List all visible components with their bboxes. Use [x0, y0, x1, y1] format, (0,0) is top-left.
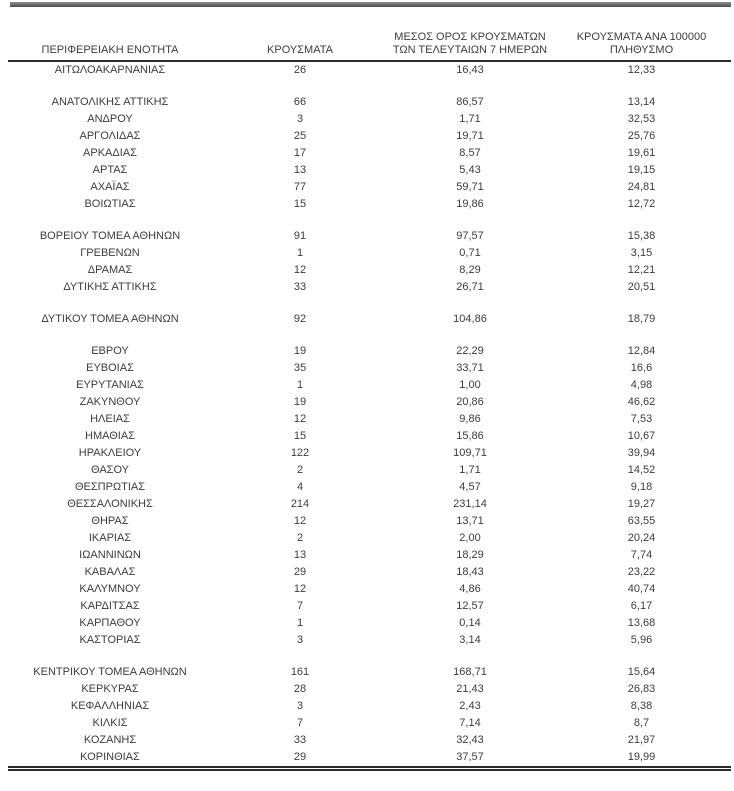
avg7day-cell: 4,57 [459, 481, 481, 493]
per100k-cell: 40,74 [627, 583, 656, 595]
table-row [8, 179, 731, 196]
group-gap-row [8, 79, 731, 94]
table-row [8, 698, 731, 715]
cases-cell: 66 [293, 96, 307, 108]
table-header-row [8, 31, 731, 61]
per100k-cell: 20,51 [627, 281, 656, 293]
per100k-cell: 19,61 [627, 147, 656, 159]
region-cell: ΘΑΣΟΥ [90, 464, 130, 476]
top-rule [10, 2, 731, 7]
cases-cell: 29 [293, 751, 307, 763]
table-row [8, 228, 731, 245]
region-cell: ΑΧΑΪΑΣ [90, 181, 130, 193]
per100k-cell: 15,38 [627, 230, 656, 242]
cases-cell: 122 [290, 447, 310, 459]
cases-cell: 214 [290, 498, 310, 510]
avg7day-cell: 231,14 [453, 498, 487, 510]
table-row [8, 664, 731, 681]
region-cell: ΚΕΦΑΛΛΗΝΙΑΣ [70, 700, 150, 712]
cases-cell: 3 [296, 113, 304, 125]
region-cell: ΑΙΤΩΛΟΑΚΑΡΝΑΝΙΑΣ [54, 64, 166, 76]
per100k-cell: 9,18 [630, 481, 653, 493]
region-cell: ΖΑΚΥΝΘΟΥ [79, 396, 141, 408]
avg7day-cell: 1,00 [459, 379, 481, 391]
avg7day-cell: 13,71 [456, 515, 484, 527]
region-cell: ΗΜΑΘΙΑΣ [85, 430, 135, 442]
cases-cell: 17 [293, 147, 307, 159]
cases-cell: 1 [296, 617, 304, 629]
avg7day-cell: 8,57 [459, 147, 481, 159]
region-cell: ΚΑΛΥΜΝΟΥ [79, 583, 141, 595]
avg7day-cell: 18,43 [456, 566, 484, 578]
per100k-cell: 21,97 [627, 734, 656, 746]
group-gap-row [8, 328, 731, 343]
table-row [8, 445, 731, 462]
per100k-cell: 10,67 [627, 430, 656, 442]
cases-cell: 19 [293, 396, 307, 408]
table-row [8, 411, 731, 428]
per100k-cell: 15,64 [627, 666, 656, 678]
avg7day-cell: 37,57 [456, 751, 484, 763]
table-row [8, 94, 731, 111]
region-cell: ΑΡΓΟΛΙΔΑΣ [79, 130, 141, 142]
avg7day-cell: 26,71 [456, 281, 484, 293]
region-cell: ΔΥΤΙΚΟΥ ΤΟΜΕΑ ΑΘΗΝΩΝ [41, 313, 179, 325]
table-row [8, 196, 731, 213]
group-gap-row [8, 296, 731, 311]
column-header-region: ΠΕΡΙΦΕΡΕΙΑΚΗ ΕΝΟΤΗΤΑ [8, 31, 212, 61]
avg7day-cell: 1,71 [459, 113, 481, 125]
region-cell: ΚΑΒΑΛΑΣ [84, 566, 136, 578]
region-cell: ΑΡΚΑΔΙΑΣ [83, 147, 137, 159]
region-cell: ΗΛΕΙΑΣ [90, 413, 130, 425]
bottom-rule [8, 766, 731, 771]
cases-cell: 15 [293, 430, 307, 442]
table-row [8, 598, 731, 615]
table-row [8, 245, 731, 262]
table-row [8, 615, 731, 632]
per100k-cell: 13,68 [627, 617, 656, 629]
cases-cell: 92 [293, 313, 307, 325]
region-cell: ΕΥΒΟΙΑΣ [86, 362, 134, 374]
table-row [8, 530, 731, 547]
table-row [8, 111, 731, 128]
avg7day-cell: 15,86 [456, 430, 484, 442]
cases-cell: 161 [290, 666, 310, 678]
region-cell: ΒΟΙΩΤΙΑΣ [84, 198, 136, 210]
table-row [8, 581, 731, 598]
cases-cell: 91 [293, 230, 307, 242]
region-cell: ΘΗΡΑΣ [91, 515, 129, 527]
table-row [8, 681, 731, 698]
avg7day-cell: 109,71 [453, 447, 487, 459]
avg7day-cell: 1,71 [459, 464, 481, 476]
cases-cell: 12 [293, 583, 307, 595]
per100k-cell: 19,99 [627, 751, 656, 763]
avg7day-cell: 9,86 [459, 413, 481, 425]
region-cell: ΘΕΣΠΡΩΤΙΑΣ [74, 481, 146, 493]
cases-cell: 15 [293, 198, 307, 210]
avg7day-cell: 21,43 [456, 683, 484, 695]
cases-cell: 77 [293, 181, 307, 193]
avg7day-cell: 32,43 [456, 734, 484, 746]
cases-cell: 33 [293, 734, 307, 746]
regional-cases-table [8, 31, 731, 766]
avg7day-cell: 16,43 [456, 64, 484, 76]
region-cell: ΕΥΡΥΤΑΝΙΑΣ [76, 379, 144, 391]
per100k-cell: 3,15 [630, 247, 653, 259]
per100k-cell: 46,62 [627, 396, 656, 408]
per100k-cell: 13,14 [627, 96, 656, 108]
column-header-cases: ΚΡΟΥΣΜΑΤΑ [212, 31, 388, 61]
avg7day-cell: 18,29 [456, 549, 484, 561]
table-row [8, 749, 731, 766]
region-cell: ΚΕΡΚΥΡΑΣ [81, 683, 139, 695]
region-cell: ΚΑΣΤΟΡΙΑΣ [79, 634, 141, 646]
cases-cell: 7 [296, 600, 304, 612]
avg7day-cell: 86,57 [456, 96, 484, 108]
cases-cell: 3 [296, 700, 304, 712]
table-row [8, 632, 731, 649]
cases-cell: 12 [293, 264, 307, 276]
cases-cell: 25 [293, 130, 307, 142]
cases-cell: 19 [293, 345, 307, 357]
table-row [8, 462, 731, 479]
table-row [8, 360, 731, 377]
region-cell: ΚΟΡΙΝΘΙΑΣ [80, 751, 140, 763]
per100k-cell: 20,24 [627, 532, 656, 544]
table-row [8, 428, 731, 445]
cases-cell: 1 [296, 379, 304, 391]
avg7day-cell: 3,14 [459, 634, 481, 646]
table-row [8, 513, 731, 530]
table-row [8, 145, 731, 162]
avg7day-cell: 0,14 [459, 617, 481, 629]
region-cell: ΙΩΑΝΝΙΝΩΝ [79, 549, 141, 561]
avg7day-cell: 104,86 [453, 313, 487, 325]
cases-cell: 33 [293, 281, 307, 293]
column-header-per100k: ΚΡΟΥΣΜΑΤΑ ΑΝΑ 100000 ΠΛΗΘΥΣΜΟ [552, 31, 731, 61]
cases-cell: 3 [296, 634, 304, 646]
region-cell: ΘΕΣΣΑΛΟΝΙΚΗΣ [67, 498, 153, 510]
cases-cell: 7 [296, 717, 304, 729]
cases-cell: 13 [293, 549, 307, 561]
avg7day-cell: 4,86 [459, 583, 481, 595]
table-row [8, 732, 731, 749]
region-cell: ΚΑΡΔΙΤΣΑΣ [80, 600, 140, 612]
region-cell: ΒΟΡΕΙΟΥ ΤΟΜΕΑ ΑΘΗΝΩΝ [39, 230, 181, 242]
avg7day-cell: 8,29 [459, 264, 481, 276]
table-row [8, 128, 731, 145]
table-row [8, 547, 731, 564]
avg7day-cell: 2,00 [459, 532, 481, 544]
per100k-cell: 7,53 [630, 413, 653, 425]
table-row [8, 377, 731, 394]
avg7day-cell: 97,57 [456, 230, 484, 242]
group-gap-row [8, 649, 731, 664]
avg7day-cell: 59,71 [456, 181, 484, 193]
avg7day-cell: 33,71 [456, 362, 484, 374]
region-cell: ΑΝΔΡΟΥ [87, 113, 133, 125]
cases-cell: 13 [293, 164, 307, 176]
per100k-cell: 4,98 [630, 379, 653, 391]
per100k-cell: 39,94 [627, 447, 656, 459]
per100k-cell: 5,96 [630, 634, 653, 646]
per100k-cell: 14,52 [627, 464, 656, 476]
table-row [8, 279, 731, 296]
cases-cell: 35 [293, 362, 307, 374]
column-header-avg7day: ΜΕΣΟΣ ΟΡΟΣ ΚΡΟΥΣΜΑΤΩΝ ΤΩΝ ΤΕΛΕΥΤΑΙΩΝ 7 ΗΜΕΡΩΝ [388, 31, 552, 61]
region-cell: ΚΙΛΚΙΣ [92, 717, 128, 729]
cases-cell: 26 [293, 64, 307, 76]
region-cell: ΕΒΡΟΥ [91, 345, 129, 357]
per100k-cell: 19,27 [627, 498, 656, 510]
per100k-cell: 16,6 [630, 362, 653, 374]
per100k-cell: 12,21 [627, 264, 656, 276]
avg7day-cell: 0,71 [459, 247, 481, 259]
per100k-cell: 19,15 [627, 164, 656, 176]
region-cell: ΑΝΑΤΟΛΙΚΗΣ ΑΤΤΙΚΗΣ [51, 96, 169, 108]
region-cell: ΑΡΤΑΣ [92, 164, 128, 176]
cases-cell: 2 [296, 532, 304, 544]
avg7day-cell: 20,86 [456, 396, 484, 408]
table-row [8, 311, 731, 328]
table-row [8, 162, 731, 179]
table-row [8, 262, 731, 279]
table-row [8, 715, 731, 732]
avg7day-cell: 2,43 [459, 700, 481, 712]
per100k-cell: 12,84 [627, 345, 656, 357]
per100k-cell: 25,76 [627, 130, 656, 142]
per100k-cell: 8,7 [633, 717, 650, 729]
avg7day-cell: 22,29 [456, 345, 484, 357]
per100k-cell: 23,22 [627, 566, 656, 578]
table-row [8, 496, 731, 513]
avg7day-cell: 168,71 [453, 666, 487, 678]
region-cell: ΚΕΝΤΡΙΚΟΥ ΤΟΜΕΑ ΑΘΗΝΩΝ [33, 666, 187, 678]
per100k-cell: 63,55 [627, 515, 656, 527]
table-row [8, 479, 731, 496]
per100k-cell: 12,33 [627, 64, 656, 76]
group-gap-row [8, 213, 731, 228]
cases-cell: 12 [293, 413, 307, 425]
table-row [8, 564, 731, 581]
region-cell: ΔΥΤΙΚΗΣ ΑΤΤΙΚΗΣ [63, 281, 157, 293]
per100k-cell: 6,17 [630, 600, 653, 612]
region-cell: ΔΡΑΜΑΣ [87, 264, 133, 276]
per100k-cell: 12,72 [627, 198, 656, 210]
cases-cell: 29 [293, 566, 307, 578]
avg7day-cell: 7,14 [459, 717, 481, 729]
avg7day-cell: 5,43 [459, 164, 481, 176]
region-cell: ΙΚΑΡΙΑΣ [88, 532, 132, 544]
per100k-cell: 32,53 [627, 113, 656, 125]
region-cell: ΗΡΑΚΛΕΙΟΥ [78, 447, 142, 459]
avg7day-cell: 19,71 [456, 130, 484, 142]
cases-cell: 28 [293, 683, 307, 695]
region-cell: ΚΑΡΠΑΘΟΥ [79, 617, 141, 629]
cases-cell: 4 [296, 481, 304, 493]
table-row [8, 61, 731, 79]
per100k-cell: 26,83 [627, 683, 656, 695]
per100k-cell: 18,79 [627, 313, 656, 325]
cases-cell: 1 [296, 247, 304, 259]
per100k-cell: 7,74 [630, 549, 653, 561]
region-cell: ΚΟΖΑΝΗΣ [83, 734, 137, 746]
per100k-cell: 8,38 [630, 700, 653, 712]
table-row [8, 394, 731, 411]
region-cell: ΓΡΕΒΕΝΩΝ [80, 247, 140, 259]
cases-cell: 12 [293, 515, 307, 527]
cases-cell: 2 [296, 464, 304, 476]
table-row [8, 343, 731, 360]
avg7day-cell: 12,57 [456, 600, 484, 612]
per100k-cell: 24,81 [627, 181, 656, 193]
avg7day-cell: 19,86 [456, 198, 484, 210]
table-body [8, 61, 731, 766]
